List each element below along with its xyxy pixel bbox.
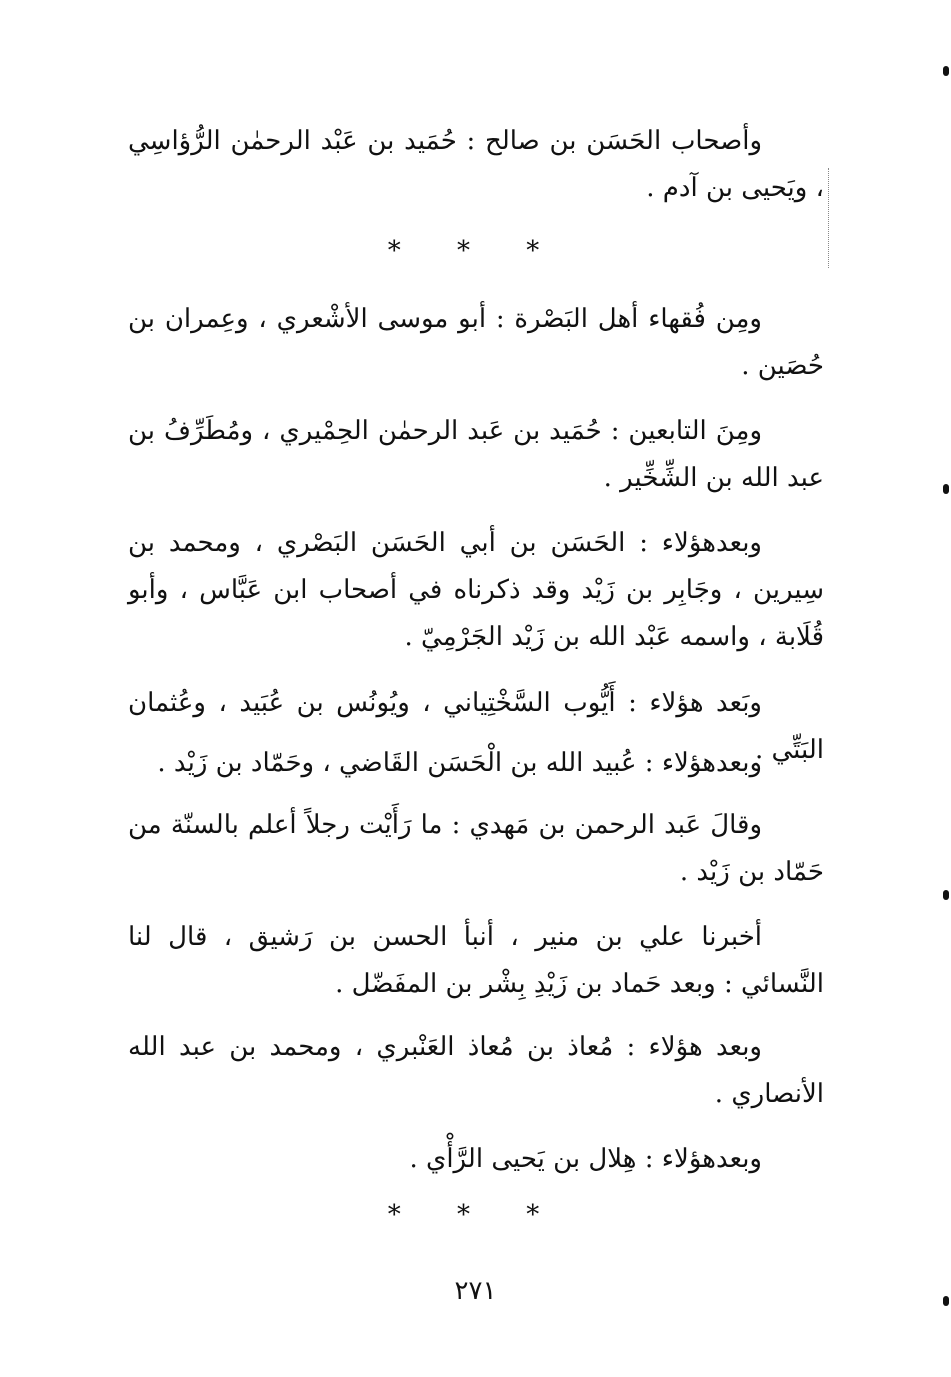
- paragraph-7: وقالَ عَبد الرحمن بن مَهدي : ما رَأَيْت رجلاً أعلم بالسنّة من حَمّاد بن زَيْد .: [128, 810, 824, 887]
- paragraph-9: وبعد هؤلاء : مُعاذ بن مُعاذ العَنْبري ، ومحمد بن عبد الله الأنصاري .: [128, 1032, 824, 1109]
- section-separator-2: * * *: [387, 1200, 564, 1230]
- paragraph-3: ومِنَ التابعين : حُمَيد بن عَبد الرحمٰن الحِمْيري ، ومُطَرِّفُ بن عبد الله بن الشِّخِّير .: [128, 416, 824, 493]
- paragraph-2: ومِن فُقهاء أهل البَصْرة : أبو موسى الأشْعري ، وعِمران بن حُصَين .: [128, 304, 824, 381]
- section-separator-1: * * *: [387, 236, 564, 266]
- paragraph-5: وبَعد هؤلاء : أَيُّوب السَّخْتِياني ، ويُونُس بن عُبَيد ، وعُثمان البَتِّي .: [128, 688, 824, 765]
- scan-edge-mark: [943, 484, 949, 494]
- scan-gutter-line: [828, 168, 830, 268]
- scan-edge-mark: [943, 1296, 949, 1306]
- scan-edge-mark: [943, 66, 949, 76]
- paragraph-6: وبعدهؤلاء : عُبيد الله بن الْحَسَن القَاضي ، وحَمّاد بن زَيْد .: [157, 748, 762, 778]
- paragraph-4: وبعدهؤلاء : الحَسَن بن أبي الحَسَن البَصْري ، ومحمد بن سِيرين ، وجَابِر بن زَيْد وقد ذكرناه في أصحاب ابن عَبَّاس ، وأبو قُلَابة ، واسمه عَبْد الله بن زَيْد الجَرْمِيّ .: [128, 528, 824, 652]
- paragraph-10: وبعدهؤلاء : هِلال بن يَحيى الرَّأْي .: [409, 1144, 762, 1174]
- paragraph-1: وأصحاب الحَسَن بن صالح : حُمَيد بن عَبْد الرحمٰن الرُّؤاسِي ، ويَحيى بن آدم .: [128, 126, 824, 203]
- page-number: ٢٧١: [454, 1276, 497, 1306]
- paragraph-8: أخبرنا علي بن منير ، أنبأ الحسن بن رَشيق ، قال لنا النَّسائي : وبعد حَماد بن زَيْدِ بِشْر بن المفَضّل .: [128, 922, 824, 999]
- scan-edge-mark: [943, 890, 949, 900]
